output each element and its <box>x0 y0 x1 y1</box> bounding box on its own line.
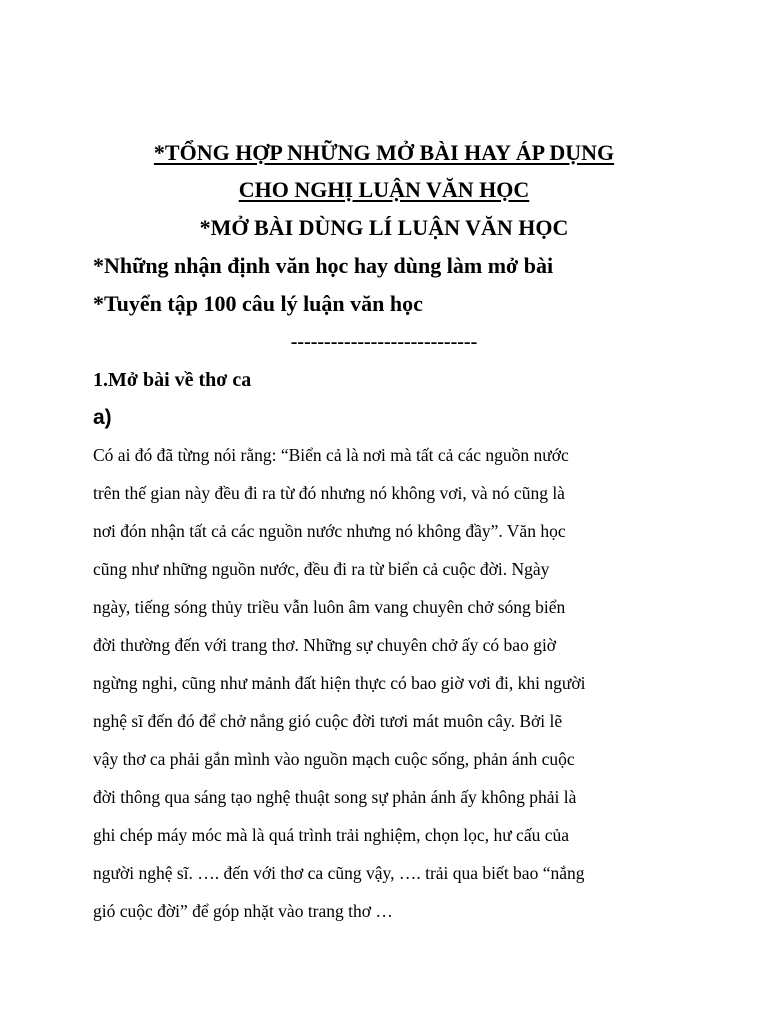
secondary-heading: *MỞ BÀI DÙNG LÍ LUẬN VĂN HỌC <box>199 215 569 240</box>
body-line: đời thông qua sáng tạo nghệ thuật song sự phản ánh ấy không phải là <box>93 787 577 807</box>
divider-line: ---------------------------- <box>290 331 478 353</box>
main-heading-line-1: *TỔNG HỢP NHỮNG MỞ BÀI HAY ÁP DỤNG <box>153 140 615 165</box>
body-line: cũng như những nguồn nước, đều đi ra từ biển cả cuộc đời. Ngày <box>93 559 550 579</box>
body-line: người nghệ sĩ. …. đến với thơ ca cũng vậy, …. trải qua biết bao “nắng <box>93 863 585 883</box>
subheading-collection: *Tuyển tập 100 câu lý luận văn học <box>93 291 423 316</box>
body-line: ghi chép máy móc mà là quá trình trải nghiệm, chọn lọc, hư cấu của <box>93 825 569 845</box>
subheading-quotes: *Những nhận định văn học hay dùng làm mở bài <box>93 253 554 278</box>
body-line: Có ai đó đã từng nói rằng: “Biển cả là nơi mà tất cả các nguồn nước <box>93 445 569 465</box>
body-line: nghệ sĩ đến đó để chở nắng gió cuộc đời tươi mát muôn cây. Bởi lẽ <box>93 711 563 731</box>
body-line: nơi đón nhận tất cả các nguồn nước nhưng nó không đầy”. Văn học <box>93 521 566 541</box>
main-heading-line-2: CHO NGHỊ LUẬN VĂN HỌC <box>238 177 530 202</box>
body-line: gió cuộc đời” để góp nhặt vào trang thơ … <box>93 901 393 921</box>
body-line: vậy thơ ca phải gắn mình vào nguồn mạch cuộc sống, phản ánh cuộc <box>93 749 575 769</box>
body-line: ngừng nghi, cũng như mảnh đất hiện thực có bao giờ vơi đi, khi người <box>93 673 586 693</box>
body-line: đời thường đến với trang thơ. Những sự chuyên chở ấy có bao giờ <box>93 635 557 655</box>
body-line: trên thế gian này đều đi ra từ đó nhưng nó không vơi, và nó cũng là <box>93 483 565 503</box>
body-line: ngày, tiếng sóng thủy triều vẫn luôn âm vang chuyên chở sóng biển <box>93 597 566 617</box>
section-title: 1.Mở bài về thơ ca <box>93 369 252 391</box>
subsection-label: a) <box>93 406 112 429</box>
